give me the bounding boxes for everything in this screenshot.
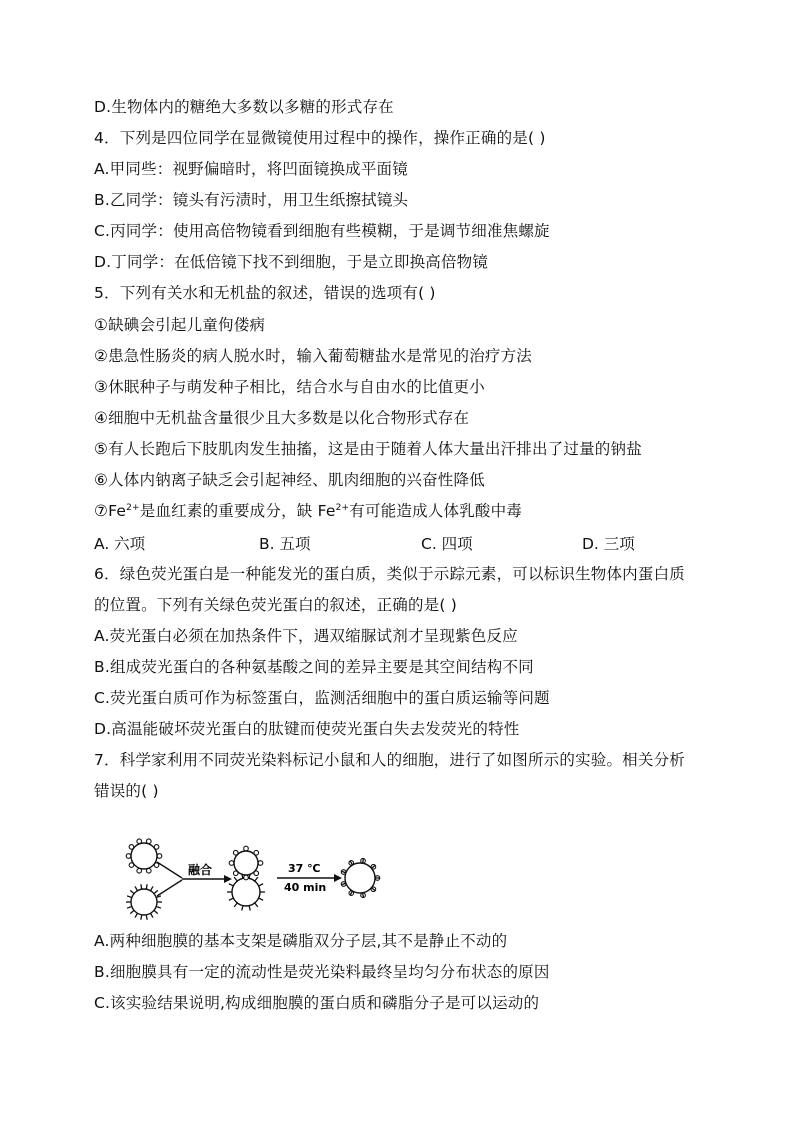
spike-marker [141,884,142,889]
q7-option-a: A.两种细胞膜的基本支架是磷脂双分子层,其不是静止不动的 [94,932,508,950]
q6-stem-line1: 6．绿色荧光蛋白是一种能发光的蛋白质，类似于示踪元素，可以标识生物体内蛋白质 [94,565,685,583]
q4-stem: 4．下列是四位同学在显微镜使用过程中的操作，操作正确的是( ) [94,129,546,147]
round-marker [258,861,263,866]
round-marker [154,863,159,868]
time-label: 40 min [284,881,327,894]
spike-marker [130,890,134,893]
spike-marker [234,903,237,907]
spike-marker [151,886,154,890]
round-marker [244,846,249,851]
q7-stem-line2: 错误的( ) [94,782,159,800]
q6-option-b: B.组成荧光蛋白的各种氨基酸之间的差异主要是其空间结构不同 [94,658,534,676]
round-marker [137,868,142,873]
spike-marker [255,903,258,907]
q5-option-c: C. 四项 [421,535,473,553]
q6-stem-line2: 的位置。下列有关绿色荧光蛋白的叙述，正确的是( ) [94,596,458,614]
q5-item-3: ③休眠种子与萌发种子相比，结合水与自由水的比值更小 [94,378,485,396]
q7-option-c: C.该实验结果说明,构成细胞膜的蛋白质和磷脂分子是可以运动的 [94,994,540,1012]
q4-option-d: D.丁同学：在低倍镜下找不到细胞，于是立即换高倍物镜 [94,253,489,271]
spike-marker [135,886,138,890]
temp-label: 37 ℃ [288,862,321,875]
spike-marker [156,896,161,898]
q5-item-5: ⑤有人长跑后下肢肌肉发生抽搐，这是由于随着人体大量出汗排出了过量的钠盐 [94,440,642,458]
q5-item-1: ①缺碘会引起儿童佝偻病 [94,316,266,334]
round-marker [137,839,142,844]
q7-stem-line1: 7．科学家利用不同荧光染料标记小鼠和人的细胞，进行了如图所示的实验。相关分析 [94,751,685,769]
q5-options [94,532,714,554]
spike-marker [229,884,234,886]
round-marker [233,850,238,855]
spike-marker [255,877,258,881]
q5-item-4: ④细胞中无机盐含量很少且大多数是以化合物形式存在 [94,409,470,427]
round-marker [254,850,259,855]
spike-marker [141,915,142,920]
fuse-label: 融合 [188,863,213,877]
result-cell [345,863,375,893]
spike-marker [151,913,154,917]
spike-marker [234,877,237,881]
cell-fusion-figure [112,836,402,926]
round-marker [233,871,238,876]
q5-option-d: D. 三项 [582,535,635,553]
hybrid-cell-bottom [232,878,260,906]
q5-stem: 5．下列有关水和无机盐的叙述，错误的选项有( ) [94,284,436,302]
spike-marker [363,858,364,863]
round-marker [229,861,234,866]
human-cell [131,889,157,915]
spike-marker [249,906,250,911]
round-marker [146,868,151,873]
q6-option-a: A.荧光蛋白必须在加热条件下，遇双缩脲试剂才呈现紫色反应 [94,627,518,645]
round-marker [154,845,159,850]
round-marker [157,854,162,859]
q5-item-7: $⑦Fe^{2+}$是血红素的重要成分，缺 $Fe^{2+}$有可能造成人体乳酸中毒 [94,502,522,520]
q4-option-c: C.丙同学：使用高倍物镜看到细胞有些模糊，于是调节细准焦螺旋 [94,222,550,240]
q5-item-2: ②患急性肠炎的病人脱水时，输入葡萄糖盐水是常见的治疗方法 [94,347,532,365]
spike-marker [127,896,132,898]
q3-option-d: D.生物体内的糖绝大多数以多糖的形式存在 [94,98,394,116]
round-marker [254,871,259,876]
round-marker [146,839,151,844]
spike-marker [130,910,134,913]
spike-marker [135,913,138,917]
incubation-arrowhead [334,874,342,882]
spike-marker [127,906,132,908]
round-marker [129,863,134,868]
spike-marker [363,893,364,898]
spike-marker [156,906,161,908]
q6-option-d: D.高温能破坏荧光蛋白的肽键而使荧光蛋白失去发荧光的特性 [94,720,520,738]
q4-option-a: A.甲同些：视野偏暗时，将凹面镜换成平面镜 [94,160,408,178]
spike-marker [146,915,147,920]
spike-marker [146,884,147,889]
spike-marker [154,910,158,913]
arrow-line-bottom [157,880,182,896]
spike-marker [259,898,264,900]
spike-marker [229,898,234,900]
spike-marker [259,884,264,886]
round-marker [244,875,249,880]
spike-marker [242,906,243,911]
q5-option-b: B. 五项 [259,535,311,553]
round-marker [126,854,131,859]
q6-option-c: C.荧光蛋白质可作为标签蛋白，监测活细胞中的蛋白质运输等问题 [94,689,550,707]
spike-marker [154,890,158,893]
q4-option-b: B.乙同学：镜头有污渍时，用卫生纸擦拭镜头 [94,191,409,209]
q5-item-6: ⑥人体内钠离子缺乏会引起神经、肌肉细胞的兴奋性降低 [94,471,485,489]
mouse-cell [131,843,157,869]
round-marker [129,845,134,850]
q7-option-b: B.细胞膜具有一定的流动性是荧光染料最终呈均匀分布状态的原因 [94,963,550,981]
fuse-arrowhead [224,875,232,883]
q5-option-a: A. 六项 [94,535,146,553]
